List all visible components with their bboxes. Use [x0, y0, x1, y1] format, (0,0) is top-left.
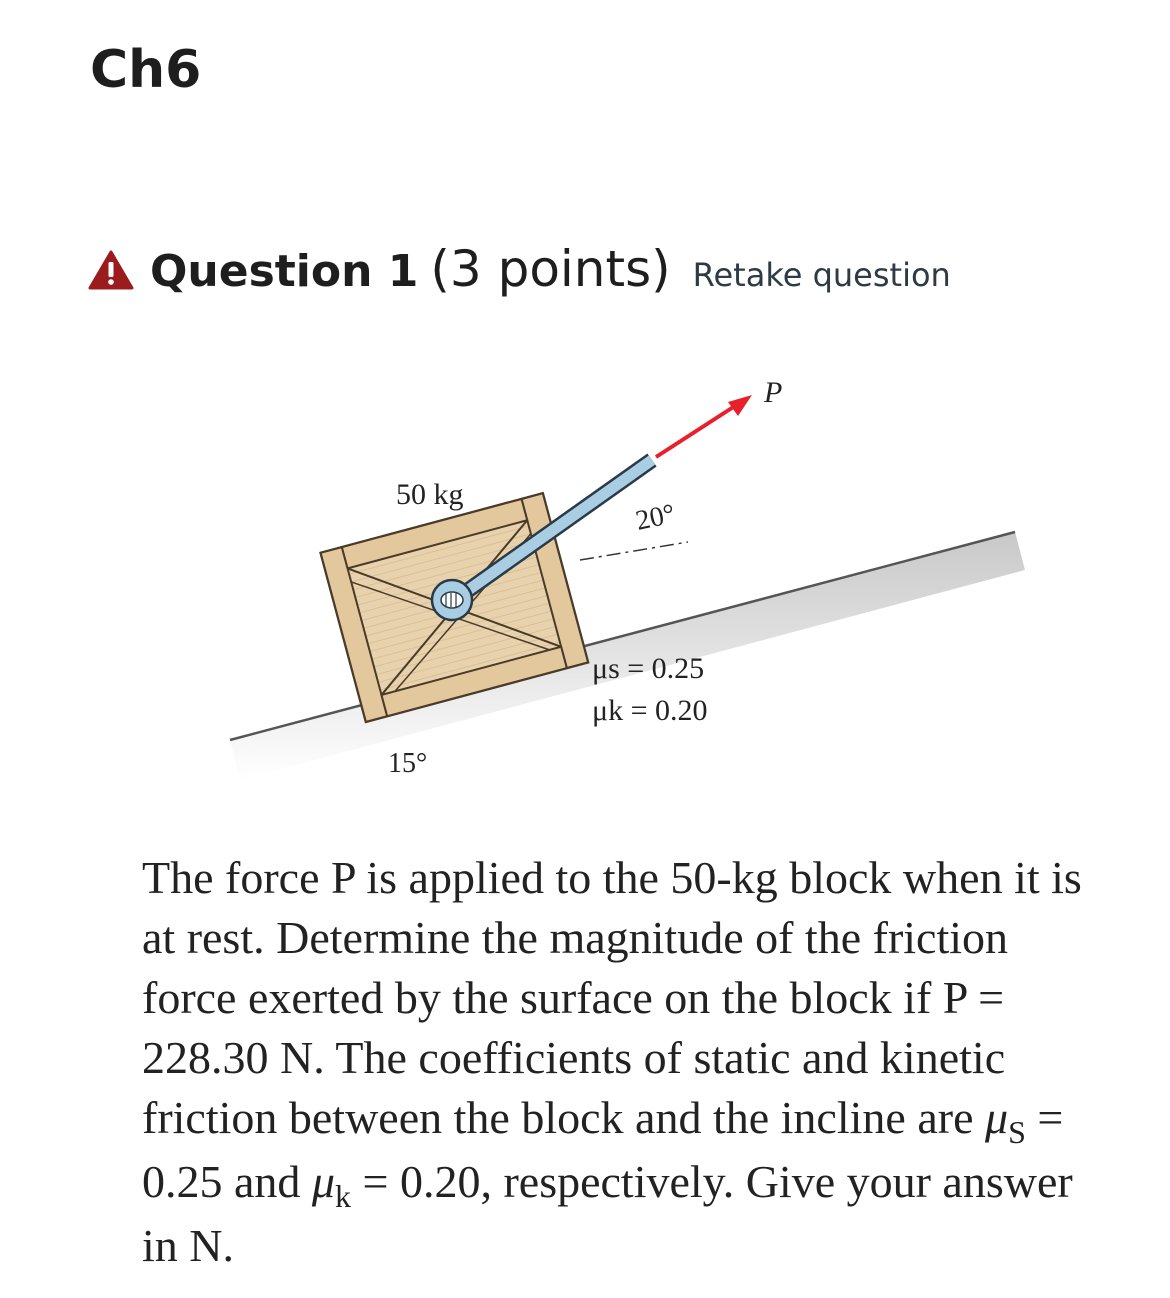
- question-text: [142, 848, 1102, 1276]
- mu-k-symbol: μ: [311, 1156, 336, 1207]
- problem-figure: [220, 360, 1040, 800]
- question-label: Question 1: [150, 246, 419, 297]
- mu-s-symbol: μ: [984, 1092, 1009, 1143]
- question-points: (3 points): [430, 240, 671, 298]
- mu-s-label: μs = 0.25: [592, 652, 705, 685]
- retake-question-link[interactable]: Retake question: [692, 256, 951, 294]
- question-text-part1: The force P is applied to the 50-kg block when it is at rest. Determine the magnitude of the friction force exerted by the surface on the block if P = 228.30 N. The coefficients of static and kinetic friction between the block and the incline are: [142, 852, 1082, 1143]
- mu-k-subscript: k: [335, 1178, 352, 1214]
- mu-s-subscript: S: [1008, 1114, 1026, 1150]
- incline-angle-label: 15°: [388, 748, 428, 779]
- question-text-part3: = 0.20, respectively. Give your answer in N.: [142, 1156, 1073, 1271]
- mu-k-label: μk = 0.20: [592, 694, 708, 727]
- reference-dash-line: [580, 542, 688, 560]
- question-text-part2: = 0.25 and: [142, 1092, 1064, 1207]
- force-label: P: [764, 376, 783, 409]
- page-title: Ch6: [90, 40, 202, 100]
- question-header: [88, 240, 951, 298]
- mass-label: 50 kg: [396, 478, 464, 511]
- warning-triangle-icon: [88, 250, 134, 290]
- force-angle-label: 20°: [633, 498, 678, 537]
- force-arrow: [656, 395, 752, 457]
